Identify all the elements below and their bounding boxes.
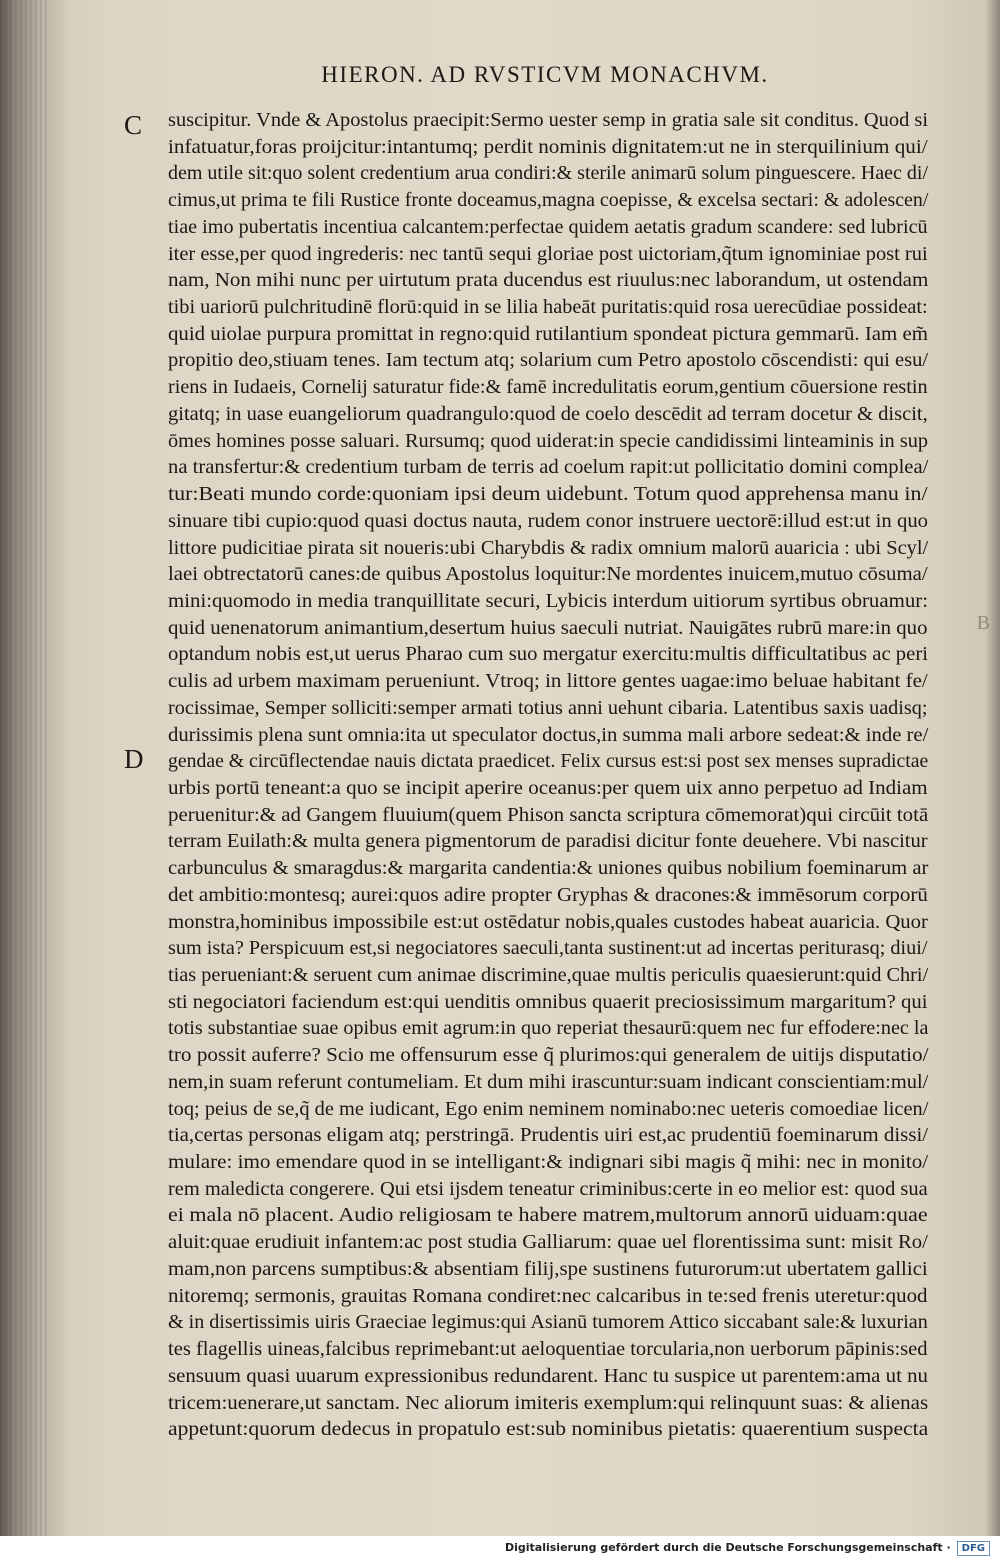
text-line: tiae imo pubertatis incentiua calcantem:perfectae quidem aetatis gradum scandere: sed lubricū (168, 215, 928, 238)
text-line: & in disertissimis uiris Graeciae legimus:qui Asianū tumorem Attico siccabant sale:& luxurian (168, 1311, 928, 1334)
text-line: cimus,ut prima te fili Rustice fronte doceamus,magna coepisse, & excelsa sectari: & adolescen/ (168, 189, 929, 212)
text-line: ei mala nō placent. Audio religiosam te habere matrem,multorum annorū uiduam:quae (168, 1204, 928, 1227)
margin-marker-c: C (124, 110, 143, 140)
text-line: rem maledicta congerere. Qui etsi ijsdem teneatur criminibus:certe in eo melior est: quod sua (168, 1177, 928, 1200)
dfg-logo: DFG (957, 1541, 990, 1556)
text-line: mam,non parcens sumptibus:& absentiam filij,spe sustinens futurorum:ut ubertatem gallici (168, 1257, 928, 1280)
text-line: carbunculus & smaragdus:& margarita candentia:& uniones quibus nobilium foeminarum ar (168, 857, 929, 880)
text-line: aluit:quae erudiuit infantem:ac post studia Galliarum: quae uel florentissima sunt: misit Ro/ (168, 1231, 928, 1254)
text-line: tibi uariorū pulchritudinē florū:quid in se lilia habeāt puritatis:quid rosa uerecūdiae possideat: (168, 296, 928, 319)
footer-credit-text: Digitalisierung gefördert durch die Deutsche Forschungsgemeinschaft · (504, 1541, 951, 1554)
text-line: tur:Beati mundo corde:quoniam ipsi deum uidebunt. Totum quod apprehensa manu in/ (168, 483, 928, 506)
text-line: rocissimae, Semper solliciti:semper armati totius anni uehunt cibaria. Latentibus saxis uadisq; (168, 696, 928, 719)
text-line: tro possit auferre? Scio me offensurum esse q̃ plurimos:qui generalem de uitijs disputatio/ (168, 1044, 929, 1067)
text-line: nem,in suam referunt contumeliam. Et dum mihi irascuntur:suam indicant conscientiam:mul/ (168, 1070, 929, 1093)
text-line: culis ad urbem maximam perueniunt. Vtroq; in littore gentes uagae:imo beluae habitant fe/ (168, 670, 928, 693)
text-line: na transfertur:& credentium turbam de terris ad coelum rapit:ut pollicitatio domini complea/ (168, 456, 929, 479)
text-line: mini:quomodo in media tranquillitate securi, Lybicis interdum uitiorum syrtibus obruamur: (168, 589, 929, 612)
text-line: quid uenenatorum animantium,desertum huius saeculi nutriat. Nauigātes rubrū mare:in quo (168, 616, 928, 639)
text-line: durissimis plena sunt omnia:ita ut speculator doctus,in summa mali arbore sedeat:& inde re/ (168, 723, 929, 746)
text-line: totis substantiae suae opibus emit agrum:in quo reperiat thesaurū:quem nec fur effodere:nec la (168, 1017, 929, 1040)
text-line: ōmes homines posse saluari. Rursumq; quod uiderat:in specie candidissimi linteaminis in sup (168, 429, 929, 452)
text-line: tias perueniant:& seruent cum animae discrimine,quae multis periculis quaesierunt:quid Chri/ (168, 964, 929, 986)
text-line: optandum nobis est,ut uerus Pharao cum suo mergatur exercitu:multis difficultatibus ac peri (168, 643, 928, 666)
text-line: sti negociatori faciendum est:qui uenditis omnibus quaerit preciosissimum margaritum? qui (168, 990, 928, 1013)
text-line: nitoremq; sermonis, grauitas Romana condiret:nec calcaribus in te:sed frenis uteretur:quod (168, 1284, 928, 1307)
text-line: terram Euilath:& multa genera pigmentorum de paradisi dicitur fonte deuehere. Vbi nascitur (168, 830, 928, 853)
book-gutter (0, 0, 48, 1562)
text-line: quid uiolae purpura promittat in regno:quid rutilantium spondeat pictura gemmarū. Iam em̃ (168, 322, 928, 345)
body-text (168, 107, 928, 1443)
margin-marker-d: D (124, 744, 144, 774)
text-line: mulare: imo emendare quod in se intelligant:& indignari sibi magis q̃ mihi: nec in monito/ (168, 1151, 929, 1174)
text-line: propitio deo,stiuam tenes. Iam tectum atq; solarium cum Petro apostolo cōscendisti: qui esu/ (168, 349, 929, 372)
text-line: gendae & circūflectendae nauis dictata praedicet. Felix cursus est:si post sex menses supradictae (168, 750, 929, 773)
text-line: suscipitur. Vnde & Apostolus praecipit:Sermo uester semp in gratia sale sit conditus. Quod si (168, 109, 928, 131)
text-line: tes flagellis uineas,falcibus reprimebant:ut aeloquentiae torcularia,non uerborum pāpinis:sed (168, 1338, 928, 1361)
text-line: appetunt:quorum dedecus in propatulo est:sub nominibus pietatis: quaerentium suspecta (168, 1418, 929, 1441)
footer-band (0, 1536, 1000, 1562)
text-line: urbis portū teneant:a quo se incipit aperire oceanus:per quem uix anno perpetuo ad Indiam (168, 776, 928, 799)
text-line: monstra,hominibus impossibile est:ut ostēdatur nobis,quales custodes habeat auaricia. Quor (168, 910, 928, 933)
text-line: peruenitur:& ad Gangem fluuium(quem Phison sancta scriptura cōmemorat)qui circūit totā (168, 803, 929, 826)
text-line: gitatq; in uase euangeliorum quadrangulo:quod de coelo descēdit ad terram docetur & discit, (168, 402, 928, 425)
text-line: toq; peius de se,q̃ de me iudicant, Ego enim neminem nominabo:nec ueteris comoediae licen/ (168, 1097, 929, 1120)
text-line: infatuatur,foras proijcitur:intantumq; perdit nominis dignitatem:ut ne in sterquilinium qui/ (168, 135, 928, 158)
text-line: littore pudicitiae pirata sit noueris:ubi Charybdis & radix omnium malorū auaricia : ubi Scyl/ (168, 536, 929, 559)
text-line: sensuum quasi uuarum expressionibus redundarent. Hanc tu suspice ut parentem:ama ut nu (168, 1364, 928, 1387)
footer-credit (505, 1541, 990, 1556)
text-line: dem utile sit:quo solent credentium arua condiri:& sterile animarū solum pinguescere. Haec di/ (168, 162, 929, 185)
running-head-text: HIERON. AD RVSTICVM MONACHVM. (321, 62, 769, 87)
text-line: riens in Iudaeis, Cornelij saturatur fide:& famē incredulitatis eorum,gentium cōuersione restin (168, 376, 928, 399)
margin-marker-b: B (976, 612, 990, 634)
text-line: sum ista? Perspicuum est,si negociatores saeculi,tanta sustinent:ut ad incertas periturasq; diui/ (168, 937, 928, 960)
text-line: tricem:uenerare,ut sanctam. Nec aliorum imiteris exemplum:qui relinquunt suas: & alienas (168, 1391, 929, 1414)
text-line: tia,certas personas eligam atq; perstringā. Prudentis uiri est,ac prudentiū foeminarum dissi/ (168, 1124, 929, 1147)
text-line: sinuare tibi cupio:quod quasi doctus nauta, rudem conor instruere uectorē:illud est:ut in quo (168, 509, 929, 532)
text-line: nam, Non mihi nunc per uirtutum prata ducendus est riuulus:nec laborandum, ut ostendam (168, 269, 929, 292)
text-line: iter esse,per quod ingrederis: nec tantū sequi gloriae post uictoriam,q̃tum ignominiae post rui (168, 242, 928, 265)
text-line: laei obtrectatorū canes:de quibus Apostolus loquitur:Ne mordentes inuicem,mutuo cōsuma/ (168, 563, 928, 586)
text-line: det ambitio:montesq; aurei:quos adire propter Gryphas & dracones:& immēsorum corporū (168, 883, 928, 906)
running-head (0, 62, 1000, 88)
